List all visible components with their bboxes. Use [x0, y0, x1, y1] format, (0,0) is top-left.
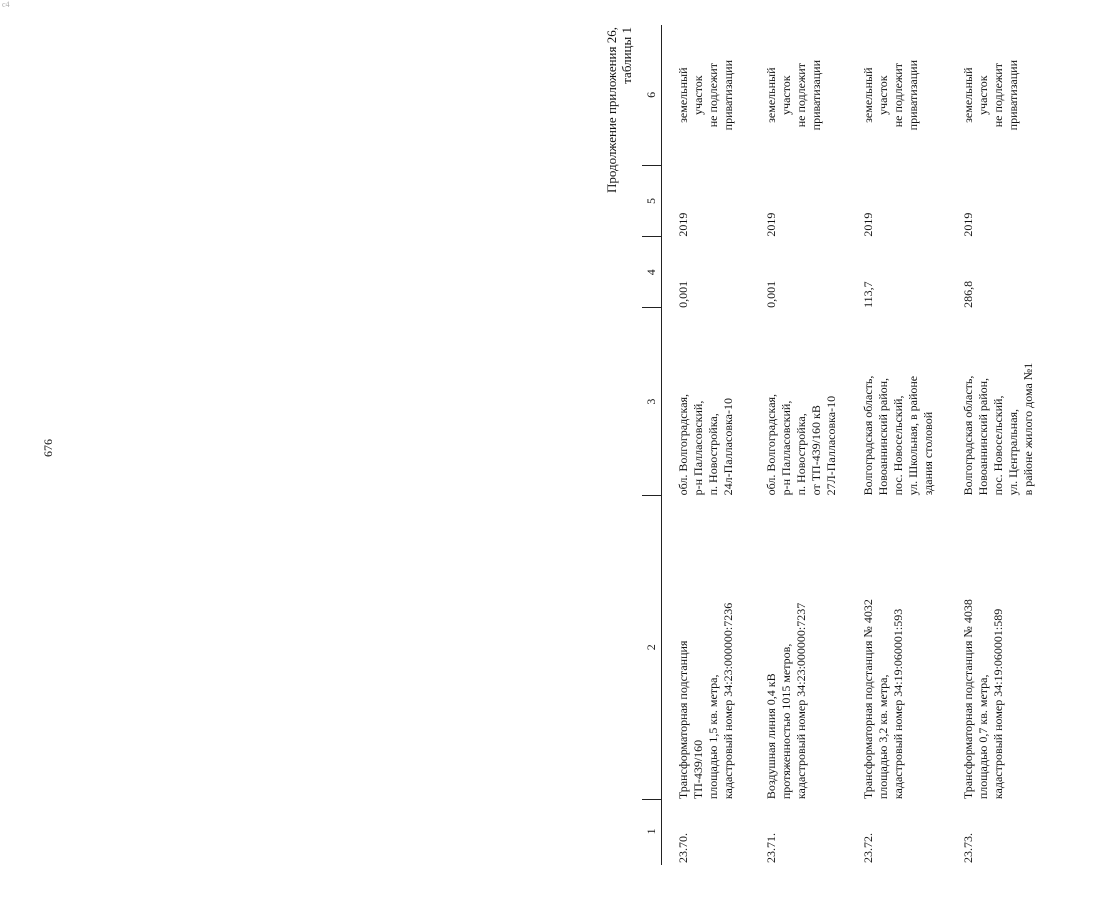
object-area: 286,8	[961, 280, 975, 308]
data-table	[642, 25, 1071, 865]
object-area: 113,7	[861, 281, 875, 308]
row-number: 23.73.	[961, 833, 975, 863]
corner-mark: c4	[2, 0, 10, 9]
object-area: 0,001	[676, 280, 690, 308]
object-address: обл. Волгоградская, р-н Палласовский, п. Новостройка, от ТП-439/160 кВ 27Л-Палласовка-10	[764, 393, 838, 496]
table-row	[762, 25, 859, 865]
land-status: земельный участок не подлежит приватизации	[961, 59, 1020, 131]
table-row	[959, 25, 1071, 865]
row-number: 23.71.	[764, 833, 778, 863]
object-year: 2019	[764, 212, 778, 237]
header-col-2: 2	[642, 495, 662, 799]
table-row	[662, 25, 763, 865]
object-area: 0,001	[764, 280, 778, 308]
header-col-5: 5	[642, 165, 662, 236]
land-status: земельный участок не подлежит приватизации	[764, 59, 823, 131]
object-description: Трансформаторная подстанция ТП-439/160 площадью 1,5 кв. метра, кадастровый номер 34:23:000000:7236	[676, 602, 735, 800]
header-col-3: 3	[642, 308, 662, 496]
object-year: 2019	[961, 212, 975, 237]
header-col-1: 1	[642, 799, 662, 865]
table-row	[859, 25, 959, 865]
row-number: 23.72.	[861, 833, 875, 863]
table-header-row	[642, 25, 662, 865]
continuation-title: Продолжение приложения 26, таблицы 1	[604, 27, 634, 194]
header-col-4: 4	[642, 237, 662, 308]
object-address: обл. Волгоградская, р-н Палласовский, п. Новостройка, 24л-Палласовка-10	[676, 393, 735, 496]
object-description: Воздушная линия 0,4 кВ протяженностью 1015 метров, кадастровый номер 34:23:000000:7237	[764, 602, 808, 800]
land-status: земельный участок не подлежит приватизации	[861, 59, 920, 131]
rotated-content	[600, 25, 1120, 865]
page-number: 676	[41, 439, 55, 457]
object-description: Трансформаторная подстанция № 4038 площадью 0,7 кв. метра, кадастровый номер 34:19:060001:589	[961, 599, 1005, 800]
object-address: Волгоградская область, Новоаннинский район, пос. Новосельский, ул. Центральная, в районе жилого дома №1	[961, 362, 1035, 496]
header-col-6: 6	[642, 25, 662, 165]
object-description: Трансформаторная подстанция № 4032 площадью 3,2 кв. метра, кадастровый номер 34:19:060001:593	[861, 599, 905, 800]
object-year: 2019	[861, 212, 875, 237]
land-status: земельный участок не подлежит приватизации	[676, 59, 735, 131]
row-number: 23.70.	[676, 833, 690, 863]
object-year: 2019	[676, 212, 690, 237]
object-address: Волгоградская область, Новоаннинский район, пос. Новосельский, ул. Школьная, в районе здания столовой	[861, 375, 935, 496]
